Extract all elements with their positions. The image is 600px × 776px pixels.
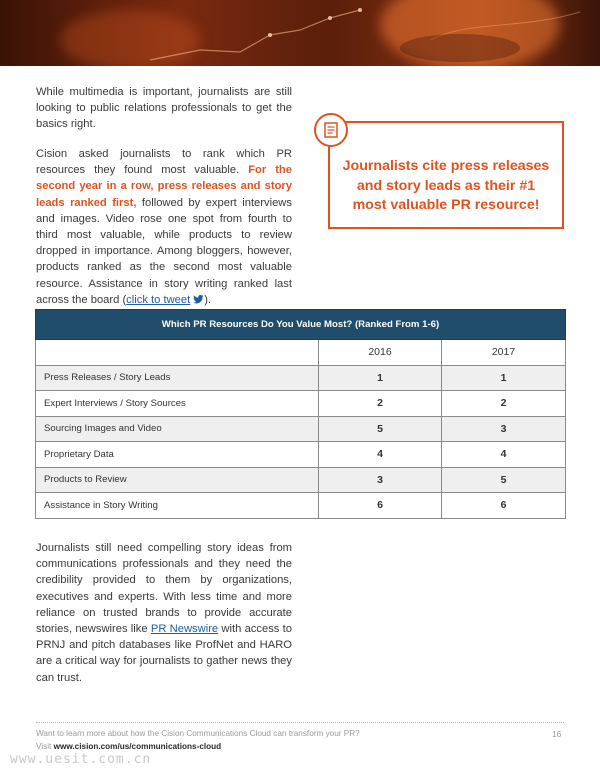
pr-resources-table [35, 309, 566, 519]
survey-paragraph [36, 146, 292, 309]
row-label: Proprietary Data [36, 442, 319, 468]
survey-rest-text: followed by expert interviews and images. Video rose one spot from fourth to third most valuable, while products to review dropped in importance. Among bloggers, however, products ranked as the second most valuable resource. Assistance in story writing ranked last across the board ( [36, 196, 292, 306]
row-label: Expert Interviews / Story Sources [36, 391, 319, 417]
rank-2017: 2 [442, 391, 566, 417]
row-label: Assistance in Story Writing [36, 493, 319, 519]
callout-text: Journalists cite press releases and story leads as their #1 most valuable PR resource! [342, 158, 550, 213]
pr-newswire-link[interactable]: PR Newswire [150, 623, 219, 636]
watermark: www.uesit.com.cn [10, 752, 152, 767]
cision-url-link[interactable]: www.cision.com/us/communications-cloud [53, 742, 222, 751]
table-row [36, 493, 566, 519]
column-header-2017: 2017 [442, 340, 566, 366]
row-label: Press Releases / Story Leads [36, 365, 319, 391]
rank-2017: 3 [442, 416, 566, 442]
rank-2016: 6 [319, 493, 442, 519]
twitter-bird-icon[interactable] [193, 293, 204, 309]
table-row [36, 442, 566, 468]
newswire-paragraph [36, 540, 292, 686]
row-label: Sourcing Images and Video [36, 416, 319, 442]
intro-paragraph: While multimedia is important, journalists are still looking to public relations professionals to get the basics right. [36, 86, 292, 131]
survey-close-text: ). [204, 293, 212, 306]
footer-visit-label: Visit [36, 742, 54, 751]
table-row [36, 365, 566, 391]
rank-2016: 3 [319, 467, 442, 493]
rank-2016: 1 [319, 365, 442, 391]
footer-visit [36, 742, 221, 751]
rank-2017: 5 [442, 467, 566, 493]
survey-lead-text: Cision asked journalists to rank which PR resources they found most valuable. [36, 148, 292, 177]
column-header-2016: 2016 [319, 340, 442, 366]
table-title: Which PR Resources Do You Value Most? (Ranked From 1-6) [36, 310, 566, 340]
table-header-blank [36, 340, 319, 366]
rank-2016: 5 [319, 416, 442, 442]
rank-2016: 4 [319, 442, 442, 468]
table-row [36, 416, 566, 442]
page-number: 16 [552, 729, 562, 739]
click-to-tweet-link[interactable]: click to tweet [126, 293, 191, 306]
header-banner-image [0, 0, 600, 66]
footer-divider [36, 722, 564, 723]
highlight-text: For the second year in a row, press releases and story leads ranked first, [36, 164, 292, 209]
rank-2017: 6 [442, 493, 566, 519]
table-row [36, 391, 566, 417]
newswire-rest-text: with access to PRNJ and pitch databases like ProfNet and HARO are a critical way for journalists to gather news they can trust. [36, 623, 292, 684]
table-row [36, 467, 566, 493]
rank-2017: 1 [442, 365, 566, 391]
document-icon [314, 113, 348, 147]
rank-2016: 2 [319, 391, 442, 417]
footer-question: Want to learn more about how the Cision Communications Cloud can transform your PR? [36, 729, 360, 738]
newswire-lead-text: Journalists still need compelling story ideas from communications professionals and they need the credibility provided to them by organizations, executives and experts. With less time and more reliance on trusted brands to provide accurate stories, newswires like [36, 542, 292, 636]
row-label: Products to Review [36, 467, 319, 493]
rank-2017: 4 [442, 442, 566, 468]
